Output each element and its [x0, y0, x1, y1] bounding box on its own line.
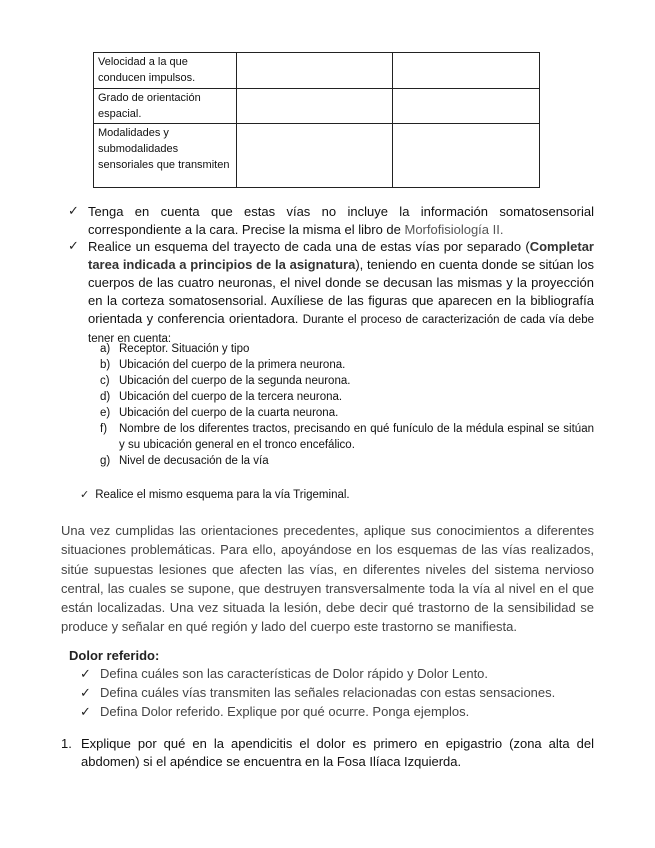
table-cell-empty — [237, 89, 393, 124]
list-item-text: Ubicación del cuerpo de la tercera neurona. — [119, 391, 343, 403]
bullet-text-main: Tenga en cuenta que estas vías no incluye la información somatosensorial correspondiente a la cara. Precise la misma el libro de — [88, 204, 594, 237]
neuron-checklist — [100, 341, 594, 469]
check-icon: ✓ — [80, 685, 91, 700]
check-icon: ✓ — [80, 666, 91, 681]
list-marker: c) — [100, 375, 110, 387]
table-row — [94, 53, 540, 89]
list-item — [80, 664, 600, 683]
dolor-checklist — [80, 664, 600, 721]
question-number: 1. — [61, 736, 72, 751]
list-item — [100, 453, 594, 469]
check-icon: ✓ — [80, 489, 90, 501]
numbered-question — [61, 735, 594, 771]
list-item-text: Ubicación del cuerpo de la segunda neurona. — [119, 375, 351, 387]
list-item — [80, 702, 600, 721]
bullet-scheme — [68, 238, 594, 348]
bold-instruction: Completar tarea indicada a principios de la asignatura — [88, 239, 594, 272]
list-item — [100, 373, 594, 389]
check-icon: ✓ — [68, 238, 79, 253]
table-cell-empty — [393, 89, 540, 124]
list-item — [100, 405, 594, 421]
check-icon: ✓ — [80, 704, 91, 719]
list-item — [100, 341, 594, 357]
table-cell-label: Grado de orientación espacial. — [94, 89, 237, 124]
bullet-trigeminal — [80, 488, 350, 501]
table-cell-empty — [393, 124, 540, 188]
list-marker: a) — [100, 343, 111, 355]
list-item-text: Defina cuáles vías transmiten las señales relacionadas con estas sensaciones. — [100, 685, 556, 700]
list-item-text: Receptor. Situación y tipo — [119, 343, 250, 355]
table-cell-label: Velocidad a la que conducen impulsos. — [94, 53, 237, 89]
table-cell-label: Modalidades y submodalidades sensoriales que transmiten — [94, 124, 237, 188]
bullet-text: Realice el mismo esquema para la vía Trigeminal. — [95, 489, 350, 501]
bullet-text-part: Realice un esquema del trayecto de cada una de estas vías por separado ( — [88, 239, 530, 254]
bullet-face-info — [68, 203, 594, 239]
characteristics-table — [93, 52, 540, 188]
table-cell-empty — [393, 53, 540, 89]
bullet-text-note: Durante el proceso de caracterización de cada vía debe tener en cuenta: — [88, 314, 594, 345]
list-item — [100, 389, 594, 405]
list-item-text: Ubicación del cuerpo de la cuarta neurona. — [119, 407, 339, 419]
question-text: Explique por qué en la apendicitis el dolor es primero en epigastrio (zona alta del abdomen) si el apéndice se encuentra en la Fosa Ilíaca Izquierda. — [81, 736, 594, 769]
list-item — [80, 683, 600, 702]
bullet-text — [88, 238, 594, 348]
list-item — [100, 357, 594, 373]
table-row — [94, 89, 540, 124]
bullet-text — [88, 203, 594, 239]
list-marker: f) — [100, 423, 108, 435]
table-cell-empty — [237, 53, 393, 89]
check-icon: ✓ — [68, 203, 79, 218]
table-row — [94, 124, 540, 188]
section-heading: Dolor referido: — [69, 648, 160, 663]
list-marker: g) — [100, 455, 111, 467]
list-item-text: Defina Dolor referido. Explique por qué ocurre. Ponga ejemplos. — [100, 704, 470, 719]
table-cell-empty — [237, 124, 393, 188]
list-marker: b) — [100, 359, 111, 371]
list-item — [100, 421, 594, 453]
list-marker: d) — [100, 391, 111, 403]
list-item-text: Defina cuáles son las características de Dolor rápido y Dolor Lento. — [100, 666, 489, 681]
body-paragraph: Una vez cumplidas las orientaciones precedentes, aplique sus conocimientos a diferentes situaciones problemáticas. Para ello, apoyándose en los esquemas de las vías realizados, sitúe supuestas lesiones que afecten las vías, en diferentes niveles del sistema nervioso central, las cuales se supone, que destruyen transversalmente toda la vía al nivel en el que están localizadas. Una vez situada la lesión, debe decir qué trastorno de la sensibilidad se produce y señalar en qué región y lado del cuerpo este trastorno se manifiesta. — [61, 523, 594, 635]
list-marker: e) — [100, 407, 111, 419]
list-item-text: Nivel de decusación de la vía — [119, 455, 269, 467]
list-item-text: Ubicación del cuerpo de la primera neurona. — [119, 359, 346, 371]
bullet-text-part: ), teniendo en cuenta donde se sitúan los cuerpos de las cuatro neuronas, el nivel donde se decusan las mismas y la proyección en la corteza somatosensorial. Auxíliese de las figuras que aparecen en la bibliografía orientada y conferencia orientadora. — [88, 257, 594, 326]
list-item-text: Nombre de los diferentes tractos, precisando en qué funículo de la médula espinal se sitúan y su ubicación general en el tronco encefálico. — [119, 423, 594, 451]
book-reference: Morfofisiología II. — [404, 222, 504, 237]
